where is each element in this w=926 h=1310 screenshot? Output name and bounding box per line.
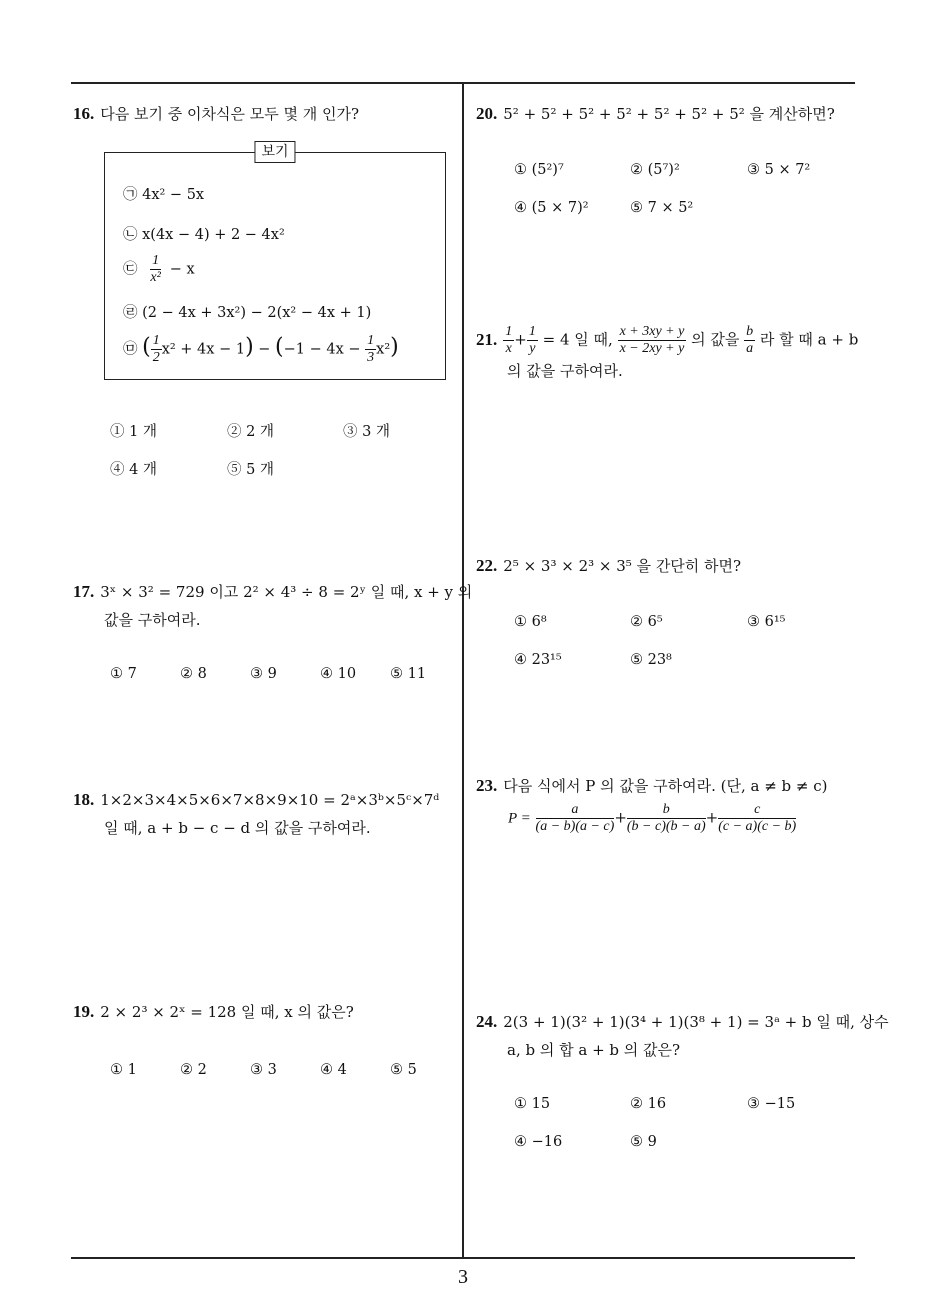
page-number: 3 — [458, 1266, 468, 1288]
example-item-4: ㉣ (2 − 4x + 3x²) − 2(x² − 4x + 1) — [123, 305, 372, 321]
choice-1[interactable]: ① (5²)⁷ — [514, 162, 564, 178]
choice-1[interactable]: ① 15 — [514, 1096, 551, 1112]
example-item-3-rest: − x — [169, 261, 195, 278]
choice-5[interactable]: ⑤ 7 × 5² — [630, 200, 694, 216]
choice-2[interactable]: ② 2 개 — [227, 424, 274, 440]
question-number: 19. — [73, 1002, 95, 1021]
choice-4[interactable]: ④ 23¹⁵ — [514, 652, 562, 668]
choice-4[interactable]: ④ 4 — [320, 1062, 347, 1078]
question-18 — [73, 786, 439, 842]
example-box-title: 보기 — [254, 141, 295, 163]
equation-lhs: P = — [508, 810, 531, 827]
example-item-1: ㉠ 4x² − 5x — [123, 187, 205, 203]
choice-2[interactable]: ② (5⁷)² — [630, 162, 680, 178]
question-16 — [73, 100, 359, 128]
question-number: 16. — [73, 104, 95, 123]
example-item-3-marker: ㉢ — [123, 261, 138, 278]
question-17 — [73, 578, 472, 634]
example-item-5-marker: ㉤ — [123, 341, 138, 358]
choice-3[interactable]: ③ 5 × 7² — [747, 162, 811, 178]
bottom-rule — [71, 1257, 855, 1259]
choice-3[interactable]: ③ 9 — [250, 666, 277, 682]
question-text-line2: 값을 구하여라. — [104, 611, 201, 629]
question-20 — [476, 100, 835, 128]
column-divider — [462, 83, 464, 1258]
choice-3[interactable]: ③ 3 개 — [343, 424, 390, 440]
question-number: 17. — [73, 582, 95, 601]
question-text-line2: 의 값을 구하여라. — [507, 362, 623, 380]
question-24 — [476, 1008, 889, 1064]
question-text-part3: 라 할 때 a + b — [759, 330, 859, 349]
choice-1[interactable]: ① 1 개 — [110, 424, 157, 440]
example-box — [104, 144, 446, 380]
choice-2[interactable]: ② 2 — [180, 1062, 207, 1078]
choice-1[interactable]: ① 1 — [110, 1062, 137, 1078]
question-number: 20. — [476, 104, 498, 123]
fraction: $\frac{b}{a}$ — [746, 324, 754, 356]
example-item-5-a: x² + 4x − 1 — [161, 341, 246, 358]
question-text: 5² + 5² + 5² + 5² + 5² + 5² + 5² 을 계산하면? — [503, 105, 835, 123]
question-text-line2: 일 때, a + b − c − d 의 값을 구하여라. — [104, 819, 371, 837]
fraction: $\frac{1}{3}$ — [367, 333, 375, 365]
question-number: 18. — [73, 790, 95, 809]
choice-4[interactable]: ④ (5 × 7)² — [514, 200, 589, 216]
choice-2[interactable]: ② 8 — [180, 666, 207, 682]
question-text-part2: 의 값을 — [691, 330, 740, 349]
example-item-5: ㉤ ( $\frac{1}{2}$ x² + 4x − 1) − (−1 − 4x − $\frac{1}{3}$ x²) — [123, 333, 399, 365]
choice-4[interactable]: ④ 4 개 — [110, 462, 157, 478]
question-number: 23. — [476, 776, 498, 795]
choice-1[interactable]: ① 7 — [110, 666, 137, 682]
fraction: $\frac{x + 3xy + y}{x - 2xy + y}$ — [619, 324, 685, 356]
choice-5[interactable]: ⑤ 5 — [390, 1062, 417, 1078]
example-item-5-b: −1 − 4x − — [283, 341, 361, 358]
question-number: 22. — [476, 556, 498, 575]
fraction: $\frac{c}{(c - a)(c - b)}$ — [718, 802, 797, 834]
question-21: 21. $\frac{1}{x}$ + $\frac{1}{y}$ = 4 일 때, $\frac{x + 3xy + y}{x - 2xy + y}$ 의 값을 $\frac{b}{a}$ 라 할 때 a + b 의 값을 구하여라. — [476, 324, 859, 380]
question-number: 24. — [476, 1012, 498, 1031]
question-number: 21. — [476, 329, 498, 349]
question-text-line1: 3ˣ × 3² = 729 이고 2² × 4³ ÷ 8 = 2ʸ 일 때, x + y 의 — [100, 583, 473, 601]
question-19 — [73, 998, 354, 1026]
example-item-3 — [123, 253, 195, 286]
choice-4[interactable]: ④ 10 — [320, 666, 357, 682]
example-item-5-c: x² — [376, 341, 391, 358]
question-text: 2 × 2³ × 2ˣ = 128 일 때, x 의 값은? — [100, 1003, 354, 1021]
choice-5[interactable]: ⑤ 5 개 — [227, 462, 274, 478]
example-item-2: ㉡ x(4x − 4) + 2 − 4x² — [123, 227, 285, 243]
question-text-line1: 2(3 + 1)(3² + 1)(3⁴ + 1)(3⁸ + 1) = 3ᵃ + b 일 때, 상수 — [503, 1013, 889, 1031]
choice-5[interactable]: ⑤ 9 — [630, 1134, 657, 1150]
question-text-line2: a, b 의 합 a + b 의 값은? — [507, 1041, 681, 1059]
equation-p: P = $\frac{a}{(a - b)(a - c)}$ + $\frac{b}{(b - c)(b - a)}$ + $\frac{c}{(c - a)(c - b)}$ — [508, 802, 797, 834]
choice-2[interactable]: ② 16 — [630, 1096, 667, 1112]
choice-5[interactable]: ⑤ 23⁸ — [630, 652, 672, 668]
fraction: $\frac{b}{(b - c)(b - a)}$ — [626, 802, 706, 834]
choice-3[interactable]: ③ −15 — [747, 1096, 796, 1112]
question-23 — [476, 772, 828, 800]
question-text: 다음 보기 중 이차식은 모두 몇 개 인가? — [100, 105, 360, 123]
choice-3[interactable]: ③ 6¹⁵ — [747, 614, 786, 630]
choice-5[interactable]: ⑤ 11 — [390, 666, 427, 682]
fraction: $\frac{1}{\text{x²}}$ — [150, 253, 161, 285]
choice-2[interactable]: ② 6⁵ — [630, 614, 663, 630]
question-text-part1: = 4 일 때, — [542, 330, 613, 349]
fraction: $\frac{1}{y}$ — [528, 324, 536, 356]
fraction: $\frac{a}{(a - b)(a - c)}$ — [535, 802, 615, 834]
question-text: 2⁵ × 3³ × 2³ × 3⁵ 을 간단히 하면? — [503, 557, 742, 575]
question-22 — [476, 552, 741, 580]
choice-1[interactable]: ① 6⁸ — [514, 614, 547, 630]
question-text-line1: 1×2×3×4×5×6×7×8×9×10 = 2ᵃ×3ᵇ×5ᶜ×7ᵈ — [100, 791, 440, 809]
question-text: 다음 식에서 P 의 값을 구하여라. (단, a ≠ b ≠ c) — [503, 777, 828, 795]
fraction: $\frac{1}{2}$ — [152, 333, 160, 365]
choice-3[interactable]: ③ 3 — [250, 1062, 277, 1078]
fraction: $\frac{1}{x}$ — [505, 324, 513, 356]
choice-4[interactable]: ④ −16 — [514, 1134, 563, 1150]
